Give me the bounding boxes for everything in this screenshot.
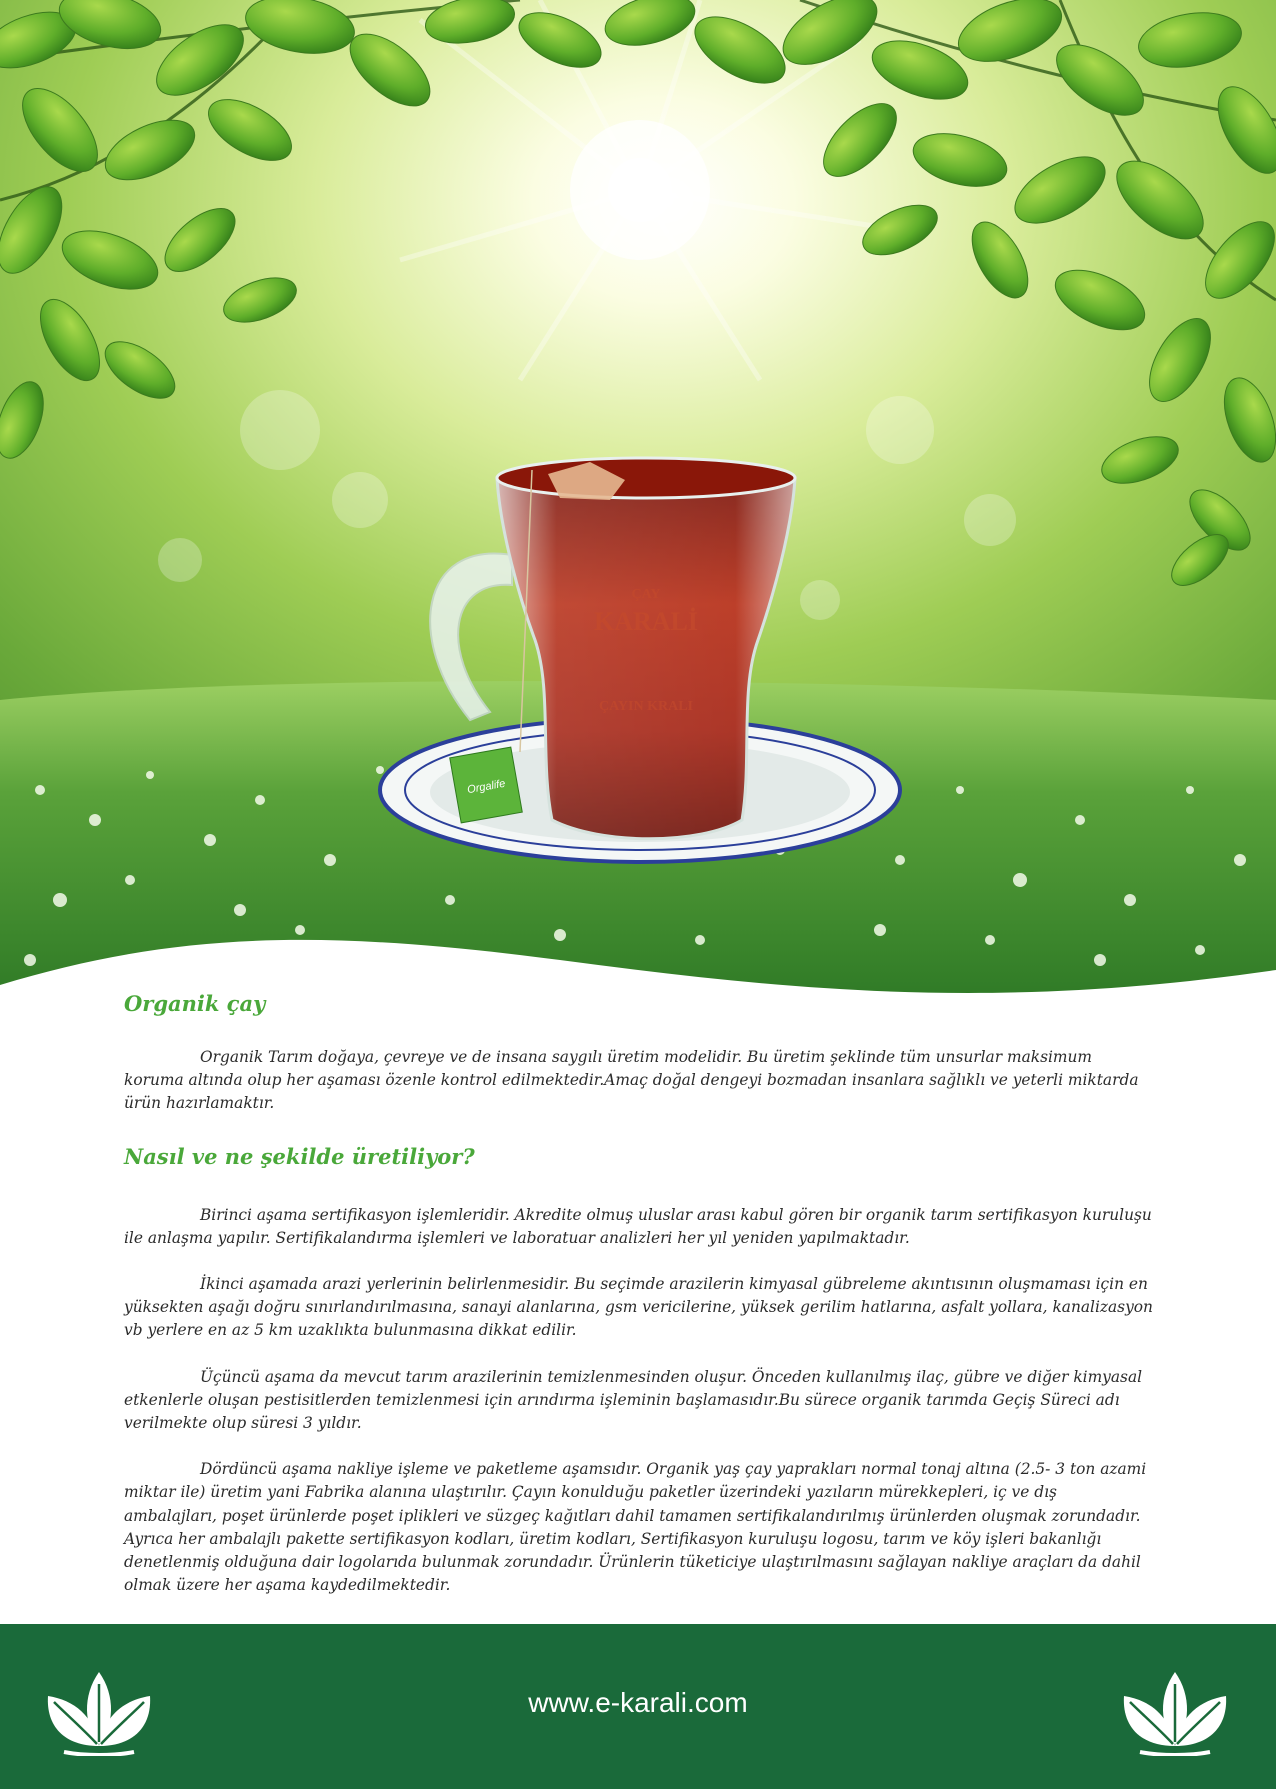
paragraph-intro: Organik Tarım doğaya, çevreye ve de insana saygılı üretim modelidir. Bu üretim şeklinde tüm unsurlar maksimum koruma altında olup her aşaması özenle kontrol edilmektedir.Amaç doğal dengeyi bozmadan insanlara sağlıklı ve yeterli miktarda ürün hazırlamaktır.: [124, 1048, 1139, 1113]
paragraph-step-4: Dördüncü aşama nakliye işleme ve paketleme aşamsıdır. Organik yaş çay yaprakları normal tonaj altına (2.5- 3 ton azami miktar ile) üretim yani Fabrika alanına ulaştırılır. Çayın konulduğu paketler üzerindeki yazıların mürekkepleri, iç ve dış ambalajları, poşet ürünlerde poşet iplikleri ve süzgeç kağıtları dahil tamamen sertifikalandırılmış ürünlerden oluşmak zorundadır. Ayrıca her ambalajlı pakette sertifikasyon kodları, üretim kodları, Sertifikasyon kuruluşu logosu, tarım ve köy işleri bakanlığı denetlenmiş olduğuna dair logolarıda bulunmak zorundadır. Ürünlerin tüketiciye ulaştırılmasını sağlayan nakliye araçları da dahil olmak üzere her aşama kaydedilmektedir.: [124, 1460, 1147, 1595]
footer-bar: [0, 1624, 1276, 1789]
mug-slogan-text: ÇAYIN KRALI: [598, 699, 694, 714]
section-heading-production: Nasıl ve ne şekilde üretiliyor?: [124, 1143, 475, 1169]
section-heading-organic-tea: Organik çay: [124, 991, 266, 1016]
tea-leaf-logo-right-icon: [1120, 1666, 1230, 1756]
website-url: www.e-karali.com: [528, 1687, 748, 1718]
paragraph-step-1: Birinci aşama sertifikasyon işlemleridir. Akredite olmuş uluslar arası kabul gören bir organik tarım sertifikasyon kuruluşu ile anlaşma yapılır. Sertifikalandırma işlemleri ve laboratuar analizleri her yıl yeniden yapılmaktadır.: [124, 1205, 1152, 1247]
article-body: [124, 985, 1154, 1597]
mug-brand-text: KARALİ: [593, 607, 699, 636]
paragraph-step-3: Üçüncü aşama da mevcut tarım arazilerinin temizlenmesinden oluşur. Önceden kullanılmış ilaç, gübre ve diğer kimyasal etkenlerle oluşan pestisitlerden temizlenmesi için arındırma işleminin başlamasıdır.Bu sürece organik tarımda Geçiş Süreci adı verilmekte olup süresi 3 yıldır.: [124, 1367, 1143, 1433]
mug-top-text: ÇAY: [631, 587, 661, 602]
paragraph-step-2: İkinci aşamada arazi yerlerinin belirlenmesidir. Bu seçimde arazilerin kimyasal gübreleme akıntısının oluşmaması için en yüksekten aşağı doğru sınırlandırılmasına, sanayi alanlarına, gsm vericilerine, yüksek gerilim hatlarına, asfalt yollara, kanalizasyon vb yerlere en az 5 km uzaklıkta bulunmasına dikkat edilir.: [124, 1275, 1153, 1340]
tag-label: Orgalife: [466, 777, 507, 797]
